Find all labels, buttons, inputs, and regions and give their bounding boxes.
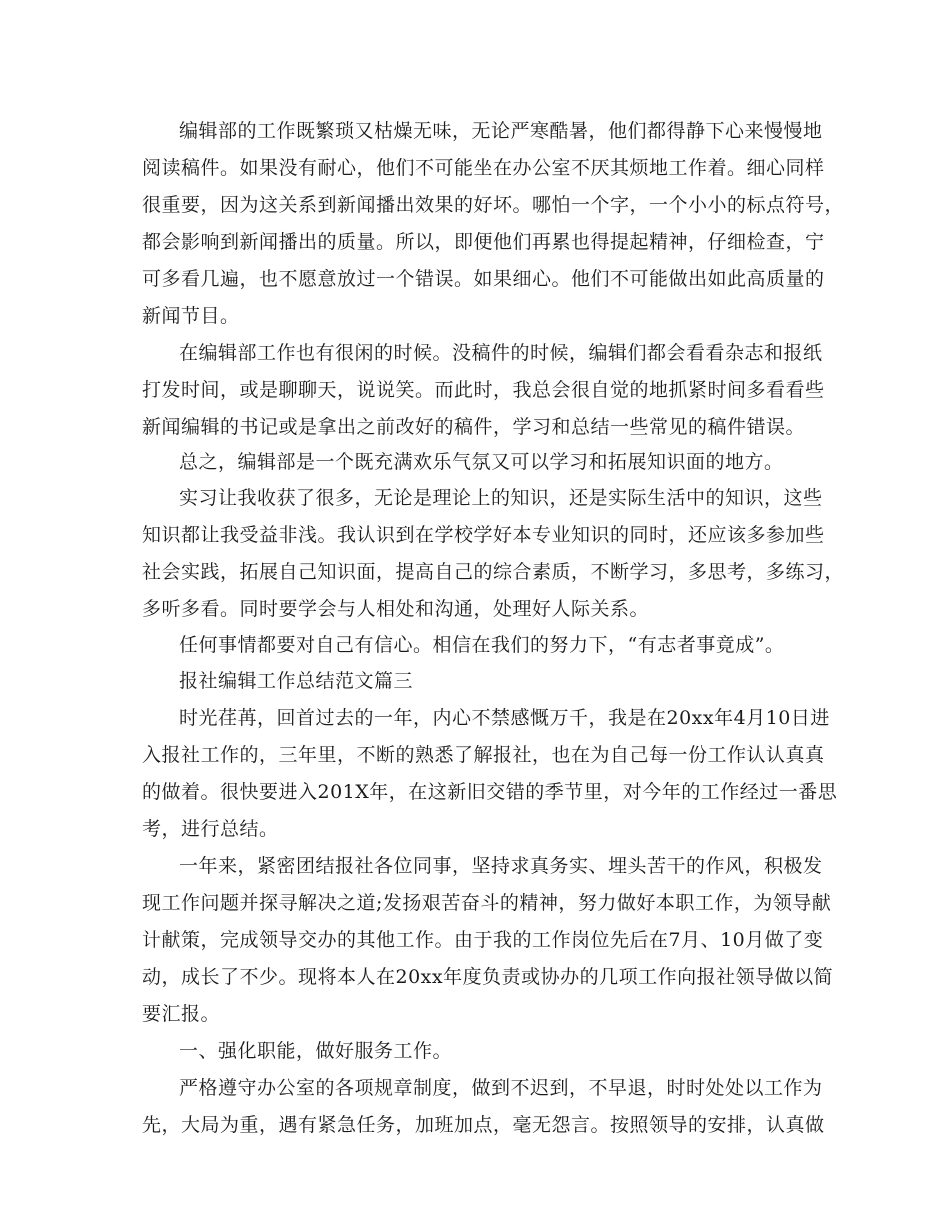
text-line: 时光荏苒，回首过去的一年，内心不禁感慨万千，我是在20xx年4月10日进 xyxy=(179,707,830,729)
text-line: 多听多看。同时要学会与人相处和沟通，处理好人际关系。 xyxy=(142,598,650,620)
text-line: 要汇报。 xyxy=(142,1003,221,1025)
text-line: 都会影响到新闻播出的质量。所以，即便他们再累也得提起精神，仔细检查，宁 xyxy=(142,231,825,253)
text-line: 社会实践，拓展自己知识面，提高自己的综合素质，不断学习，多思考，多练习， xyxy=(142,561,845,583)
text-line: 入报社工作的，三年里，不断的熟悉了解报社，也在为自己每一份工作认认真真 xyxy=(142,744,825,766)
text-line: 实习让我收获了很多，无论是理论上的知识，还是实际生活中的知识，这些 xyxy=(179,487,823,509)
text-line: 在编辑部工作也有很闲的时候。没稿件的时候，编辑们都会看看杂志和报纸 xyxy=(179,342,823,364)
text-line: 的做着。很快要进入201X年，在这新旧交错的季节里，对今年的工作经过一番思 xyxy=(142,781,838,803)
section-heading: 报社编辑工作总结范文篇三 xyxy=(179,670,414,692)
text-line: 考，进行总结。 xyxy=(142,818,279,840)
text-line: 打发时间，或是聊聊天，说说笑。而此时，我总会很自觉的地抓紧时间多看看些 xyxy=(142,379,825,401)
text-line: 知识都让我受益非浅。我认识到在学校学好本专业知识的同时，还应该多参加些 xyxy=(142,524,825,546)
text-line: 先，大局为重，遇有紧急任务，加班加点，毫无怨言。按照领导的安排，认真做 xyxy=(142,1114,825,1136)
text-line: 阅读稿件。如果没有耐心，他们不可能坐在办公室不厌其烦地工作着。细心同样 xyxy=(142,157,825,179)
text-line: 可多看几遍，也不愿意放过一个错误。如果细心。他们不可能做出如此高质量的 xyxy=(142,268,825,290)
text-line: 很重要，因为这关系到新闻播出效果的好坏。哪怕一个字，一个小小的标点符号， xyxy=(142,194,845,216)
text-line: 一年来，紧密团结报社各位同事，坚持求真务实、埋头苦干的作风，积极发 xyxy=(179,855,823,877)
text-line: 总之，编辑部是一个既充满欢乐气氛又可以学习和拓展知识面的地方。 xyxy=(179,451,784,473)
text-line: 现工作问题并探寻解决之道;发扬艰苦奋斗的精神，努力做好本职工作，为领导献 xyxy=(142,892,832,914)
text-line: 编辑部的工作既繁琐又枯燥无味，无论严寒酷暑，他们都得静下心来慢慢地 xyxy=(179,120,823,142)
section-heading: 一、强化职能，做好服务工作。 xyxy=(179,1040,453,1062)
text-line: 计献策，完成领导交办的其他工作。由于我的工作岗位先后在7月、10月做了变 xyxy=(142,929,824,951)
text-line: 动，成长了不少。现将本人在20xx年度负责或协办的几项工作向报社领导做以简 xyxy=(142,966,834,988)
text-line: 新闻节目。 xyxy=(142,305,240,327)
text-line: 新闻编辑的书记或是拿出之前改好的稿件，学习和总结一些常见的稿件错误。 xyxy=(142,416,806,438)
text-line: 严格遵守办公室的各项规章制度，做到不迟到，不早退，时时处处以工作为 xyxy=(179,1077,823,1099)
text-line: 任何事情都要对自己有信心。相信在我们的努力下，“有志者事竟成”。 xyxy=(179,634,785,656)
